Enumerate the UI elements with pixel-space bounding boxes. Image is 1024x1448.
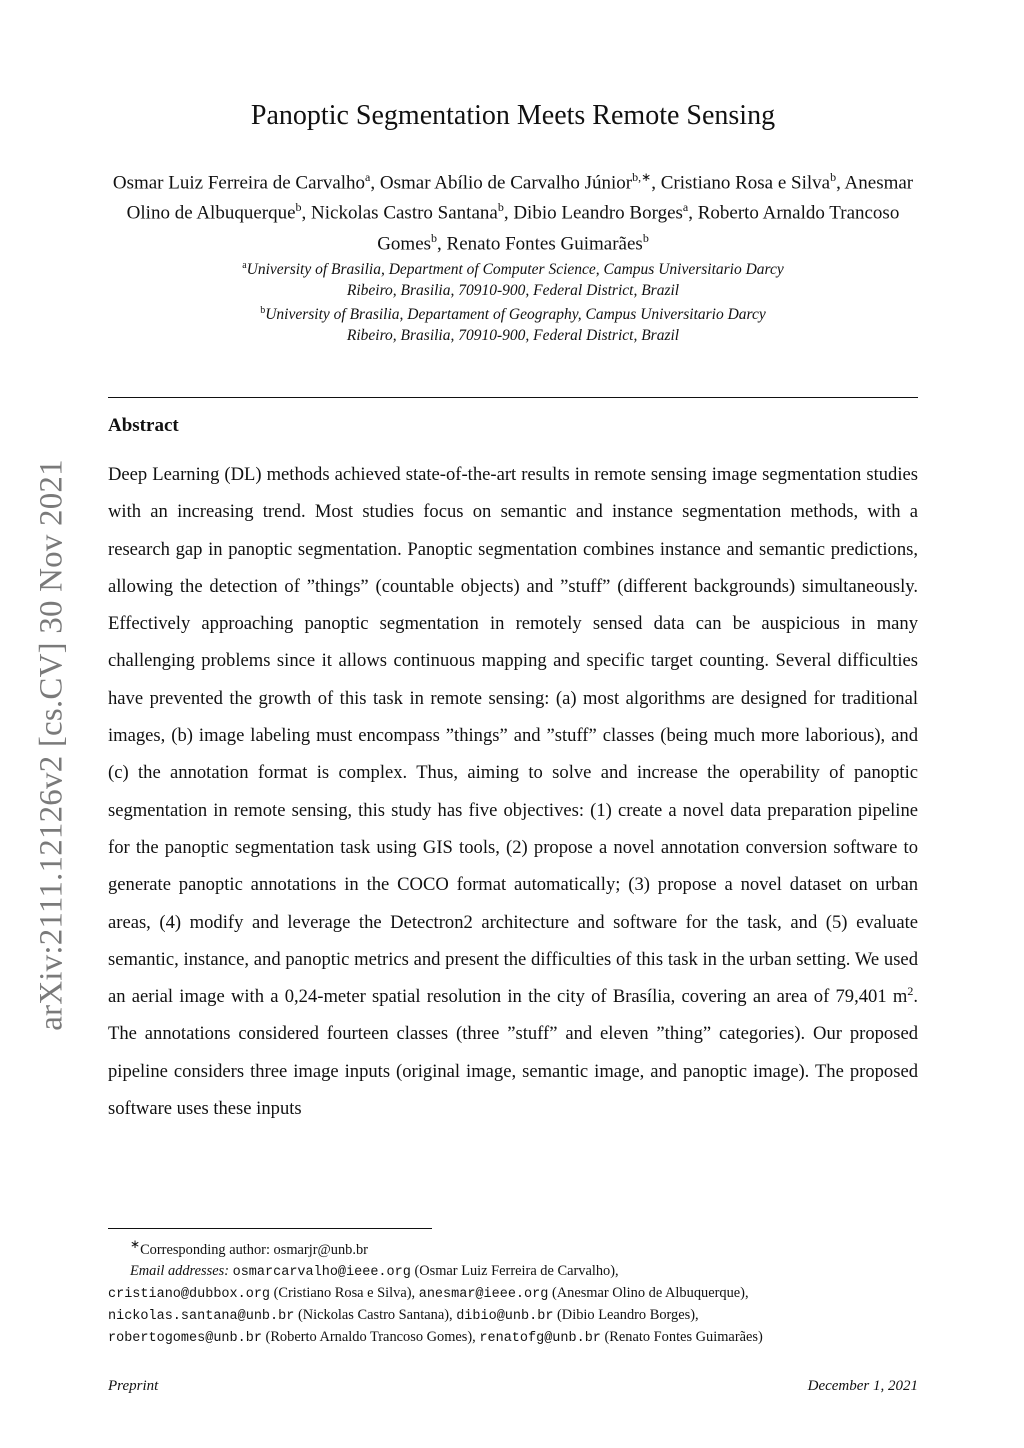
abstract-superscript: 2: [907, 983, 914, 998]
email-owner: (Dibio Leandro Borges),: [553, 1306, 699, 1323]
affiliation-a: [140, 256, 886, 281]
abstract-text-part: Deep Learning (DL) methods achieved state-of-the-art results in remote sensing image segmentation studies with an increasing trend. Most studies focus on semantic and instance segmentation methods, with a research gap in panoptic segmentation. Panoptic segmentation combines instance and semantic predictions, allowing the detection of ”things” (countable objects) and ”stuff” (different backgrounds) simultaneously. Effectively approaching panoptic segmentation in remotely sensed data can be auspicious in many challenging problems since it allows continuous mapping and specific target counting. Several difficulties have prevented the growth of this task in remote sensing: (a) most algorithms are designed for traditional images, (b) image labeling must encompass ”things” and ”stuff” classes (being much more laborious), and (c) the annotation format is complex. Thus, aiming to solve and increase the operability of panoptic segmentation in remote sensing, this study has five objectives: (1) create a novel data preparation pipeline for the panoptic segmentation task using GIS tools, (2) propose a novel annotation conversion software to generate panoptic annotations in the COCO format automatically; (3) propose a novel dataset on urban areas, (4) modify and leverage the Detectron2 architecture and software for the task, and (5) evaluate semantic, instance, and panoptic metrics and present the difficulties of this task in the urban setting. We used an aerial image with a 0,24-meter spatial resolution in the city of Brasília, covering an area of 79,401 m: [108, 464, 918, 1008]
author-affiliation-mark: b: [497, 200, 504, 215]
author-name: Dibio Leandro Borges: [513, 202, 683, 224]
abstract-divider: [108, 397, 918, 398]
author-affiliation-mark: b: [642, 230, 649, 245]
affiliation-line: Ribeiro, Brasilia, 70910-900, Federal District, Brazil: [346, 326, 680, 344]
arxiv-identifier: [22, 445, 82, 1045]
author-affiliation-mark: b: [431, 230, 438, 245]
email-owner: (Renato Fontes Guimarães): [600, 1328, 763, 1345]
affiliation-mark: b: [260, 305, 266, 317]
footnote-divider: [108, 1228, 432, 1229]
affiliation-mark: a: [242, 260, 247, 271]
footer-preprint-label: Preprint: [108, 1378, 159, 1394]
email-line: [108, 1261, 918, 1283]
email-address[interactable]: anesmar@ieee.org: [418, 1286, 549, 1302]
email-line: [108, 1305, 918, 1327]
author-name: Renato Fontes Guimarães: [446, 232, 643, 254]
email-owner: (Osmar Luiz Ferreira de Carvalho),: [410, 1262, 619, 1279]
email-address[interactable]: osmarcarvalho@ieee.org: [232, 1264, 411, 1280]
footnotes: [108, 1234, 918, 1349]
footer-date: December 1, 2021: [807, 1378, 918, 1394]
author-affiliation-mark: a: [682, 200, 689, 215]
author-name: Roberto Arnaldo Trancoso Gomes: [377, 202, 900, 254]
corresponding-author-text: Corresponding author: osmarjr@unb.br: [140, 1241, 368, 1258]
footnote-mark: ∗: [130, 1237, 141, 1251]
email-owner: (Cristiano Rosa e Silva),: [270, 1284, 419, 1301]
email-address[interactable]: robertogomes@unb.br: [108, 1330, 262, 1346]
author-affiliation-mark: b: [295, 200, 302, 215]
author-affiliation-mark: b: [830, 170, 837, 184]
email-address[interactable]: cristiano@dubbox.org: [108, 1286, 271, 1302]
email-line: [108, 1283, 918, 1305]
affiliation-line: University of Brasilia, Department of Computer Science, Campus Universitario Darcy: [246, 261, 784, 279]
abstract-heading: Abstract: [108, 415, 179, 436]
affiliation-line: Ribeiro, Brasilia, 70910-900, Federal District, Brazil: [346, 281, 680, 299]
affiliation-line: University of Brasilia, Departament of Geography, Campus Universitario Darcy: [265, 306, 766, 324]
arxiv-identifier-text: arXiv:2111.12126v2 [cs.CV] 30 Nov 2021: [33, 459, 70, 1031]
affiliations: [140, 256, 886, 346]
paper-title: Panoptic Segmentation Meets Remote Sensing: [250, 100, 776, 131]
author-affiliation-mark: b,∗: [632, 170, 652, 184]
email-owner: (Nickolas Castro Santana),: [294, 1306, 457, 1323]
author-affiliation-mark: a: [365, 170, 371, 184]
affiliation-b: [140, 301, 886, 326]
author-name: Anesmar Olino de Albuquerque: [126, 172, 914, 224]
author-list: Osmar Luiz Ferreira de Carvalho$^a$, Osmar Abílio de Carvalho Júnior$^{b,∗}$, Cristiano Rosa e Silva$^b$, Anesmar Olino de Albuquerque$^b$, Nickolas Castro Santana$^b$, Dibio Leandro Borges$^a$, Roberto Arnaldo Trancoso Gomes$^b$, Renato Fontes Guimarães$^b$: [112, 170, 914, 254]
author-name: Osmar Abílio de Carvalho Júnior: [379, 172, 633, 194]
email-owner: (Roberto Arnaldo Trancoso Gomes),: [261, 1328, 480, 1345]
author-name: Osmar Luiz Ferreira de Carvalho: [112, 172, 366, 194]
author-name: Nickolas Castro Santana: [311, 202, 498, 224]
corresponding-author-note: [108, 1234, 918, 1261]
email-address[interactable]: renatofg@unb.br: [479, 1330, 601, 1346]
email-address[interactable]: nickolas.santana@unb.br: [108, 1308, 295, 1324]
email-owner: (Anesmar Olino de Albuquerque),: [548, 1284, 749, 1301]
email-line: [108, 1327, 918, 1349]
abstract-text: [108, 456, 918, 1127]
abstract-text-part: . The annotations considered fourteen classes (three ”stuff” and eleven ”thing” categories). Our proposed pipeline considers three image inputs (original image, semantic image, and panoptic image). The proposed software uses these inputs: [108, 986, 918, 1120]
email-label: Email addresses:: [130, 1262, 229, 1279]
author-name: Cristiano Rosa e Silva: [660, 172, 831, 194]
email-address[interactable]: dibio@unb.br: [456, 1308, 554, 1324]
